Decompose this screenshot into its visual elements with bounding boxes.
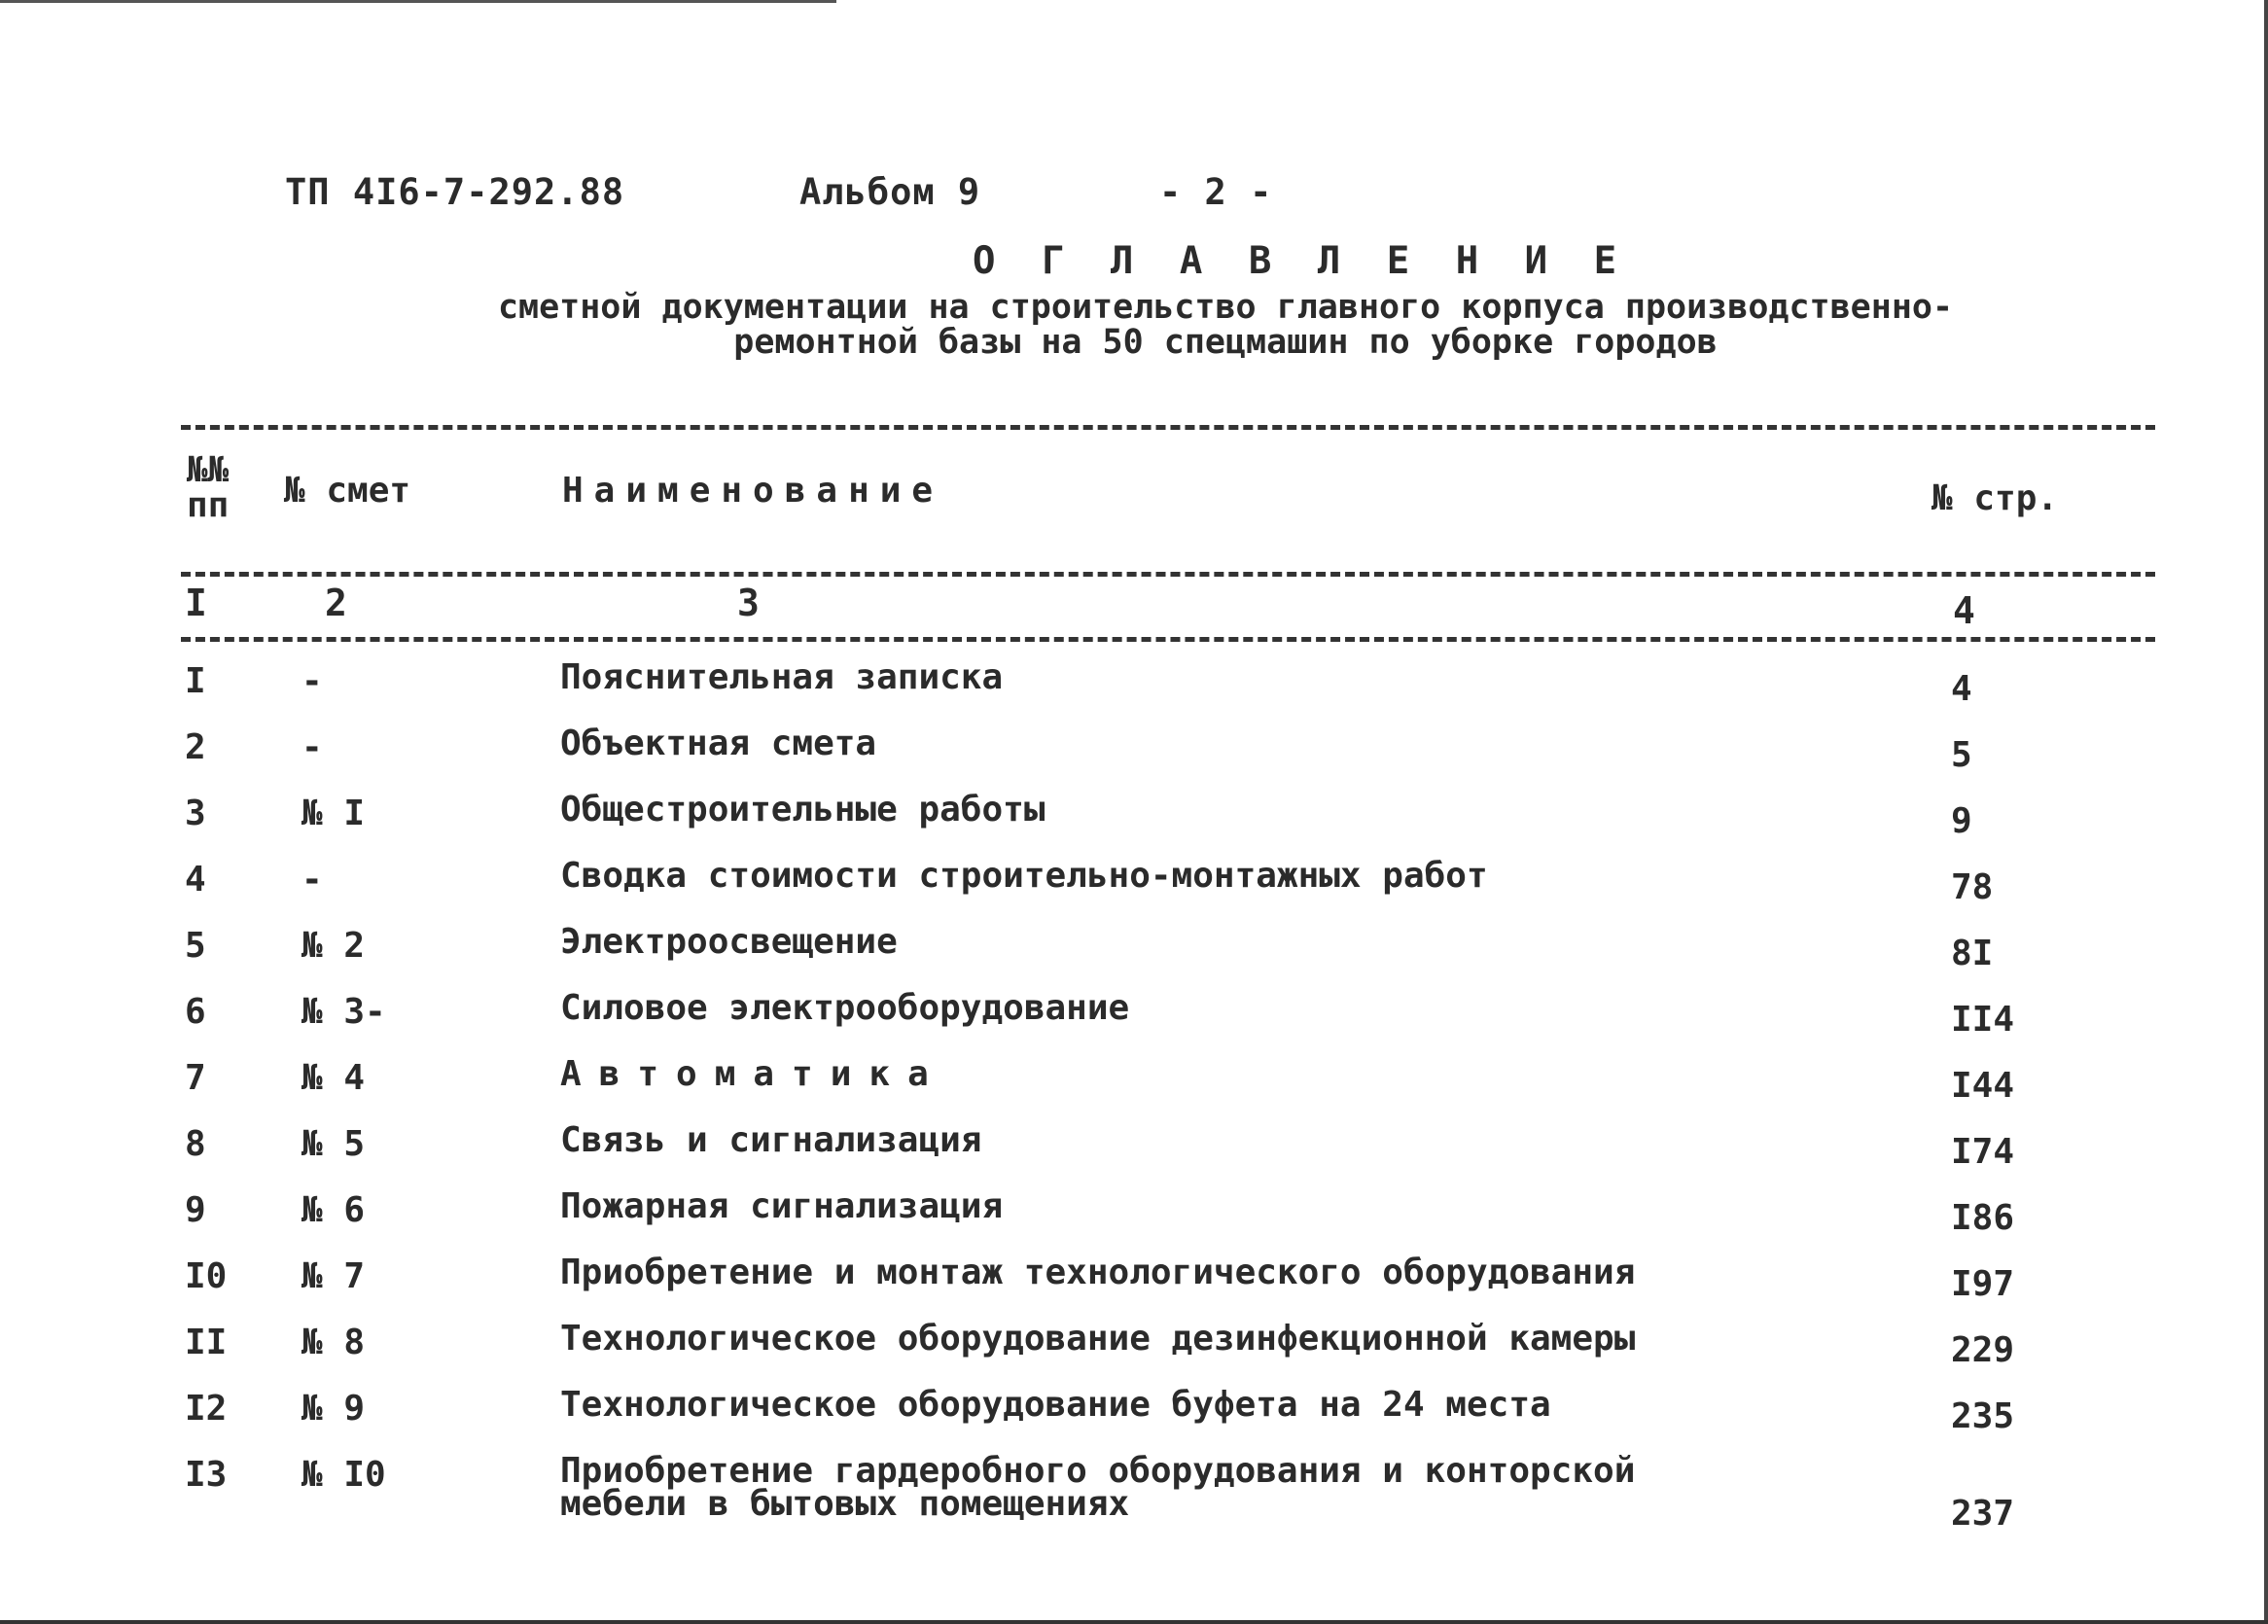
page-ref: 78 — [1951, 867, 1994, 907]
page-subtitle: сметной документации на строительство главного корпуса производственно-ремонтной базы на 50 спецмашин по уборке городов — [497, 288, 1954, 362]
header-bottom-rule — [181, 572, 2155, 577]
scan-edge-top — [0, 0, 836, 3]
table-row — [0, 856, 2268, 926]
row-number: II — [185, 1323, 228, 1362]
table-row — [0, 1451, 2268, 1562]
page-ref: I97 — [1951, 1264, 2015, 1304]
table-row — [0, 988, 2268, 1058]
section-name: Технологическое оборудование буфета на 24 места — [560, 1385, 1551, 1425]
row-number: 3 — [185, 794, 206, 833]
page-ref: II4 — [1951, 1000, 2015, 1040]
column-number-2: 2 — [325, 582, 347, 624]
column-numbers-rule — [181, 637, 2155, 642]
section-name: Сводка стоимости строительно-монтажных работ — [560, 856, 1488, 896]
page-title: О Г Л А В Л Е Н И Е — [973, 239, 1629, 283]
row-number: 2 — [185, 727, 206, 767]
estimate-number: № 5 — [301, 1124, 366, 1164]
estimate-number: № 7 — [301, 1256, 366, 1296]
estimate-number: № 8 — [301, 1323, 366, 1362]
section-name: Пожарная сигнализация — [560, 1186, 1004, 1226]
section-name: Электроосвещение — [560, 922, 898, 962]
row-number: I0 — [185, 1256, 228, 1296]
header-name: Наименование — [562, 471, 944, 511]
page-ref: 8I — [1951, 934, 1994, 973]
section-name: Технологическое оборудование дезинфекционной камеры — [560, 1319, 1636, 1359]
header-page-number: № стр. — [1931, 478, 2059, 518]
column-number-3: 3 — [737, 582, 760, 624]
scan-edge-bottom — [0, 1620, 2268, 1624]
page-ref: I86 — [1951, 1198, 2015, 1238]
column-number-1: I — [185, 582, 207, 624]
table-row — [0, 1054, 2268, 1124]
estimate-number: № I0 — [301, 1455, 386, 1495]
section-name: Приобретение и монтаж технологического оборудования — [560, 1253, 1636, 1292]
estimate-number: - — [301, 661, 323, 701]
estimate-number: - — [301, 860, 323, 900]
page-ref: 4 — [1951, 669, 1972, 709]
table-top-rule — [181, 425, 2155, 430]
row-number: I2 — [185, 1389, 228, 1429]
table-row — [0, 1186, 2268, 1256]
estimate-number: - — [301, 727, 323, 767]
contents-table-body — [0, 657, 2268, 1562]
section-name: Общестроительные работы — [560, 790, 1045, 830]
estimate-number: № 4 — [301, 1058, 366, 1098]
row-number: 4 — [185, 860, 206, 900]
table-row — [0, 1319, 2268, 1389]
row-number: I — [185, 661, 206, 701]
header-row-number: №№ пп — [187, 450, 230, 525]
page-number: - 2 - — [1159, 171, 1273, 213]
table-row — [0, 657, 2268, 727]
estimate-number: № 2 — [301, 926, 366, 966]
section-name: Пояснительная записка — [560, 657, 1004, 697]
row-number: 7 — [185, 1058, 206, 1098]
estimate-number: № 3- — [301, 992, 386, 1032]
page-ref: I74 — [1951, 1132, 2015, 1172]
section-name: Автоматика — [560, 1054, 946, 1094]
page-ref: 235 — [1951, 1396, 2015, 1436]
row-number: 6 — [185, 992, 206, 1032]
page-ref: 229 — [1951, 1330, 2015, 1370]
estimate-number: № 9 — [301, 1389, 366, 1429]
table-row — [0, 1385, 2268, 1455]
table-row — [0, 790, 2268, 860]
header-estimate-number: № смет — [284, 471, 411, 511]
page-ref: 9 — [1951, 801, 1972, 841]
page-ref: 5 — [1951, 735, 1972, 775]
section-name: Связь и сигнализация — [560, 1120, 982, 1160]
table-row — [0, 1120, 2268, 1190]
document-code: ТП 4I6-7-292.88 — [285, 171, 625, 213]
section-name: Приобретение гардеробного оборудования и конторской мебели в бытовых помещениях — [560, 1451, 1636, 1524]
page-ref: I44 — [1951, 1066, 2015, 1106]
section-name: Силовое электрооборудование — [560, 988, 1130, 1028]
row-number: I3 — [185, 1455, 228, 1495]
table-row — [0, 724, 2268, 794]
row-number: 8 — [185, 1124, 206, 1164]
row-number: 9 — [185, 1190, 206, 1230]
table-row — [0, 1253, 2268, 1323]
estimate-number: № 6 — [301, 1190, 366, 1230]
album-number: Альбом 9 — [799, 171, 981, 213]
section-name: Объектная смета — [560, 724, 877, 763]
page-ref: 237 — [1951, 1494, 2015, 1534]
column-number-4: 4 — [1953, 589, 1975, 632]
row-number: 5 — [185, 926, 206, 966]
table-row — [0, 922, 2268, 992]
estimate-number: № I — [301, 794, 366, 833]
